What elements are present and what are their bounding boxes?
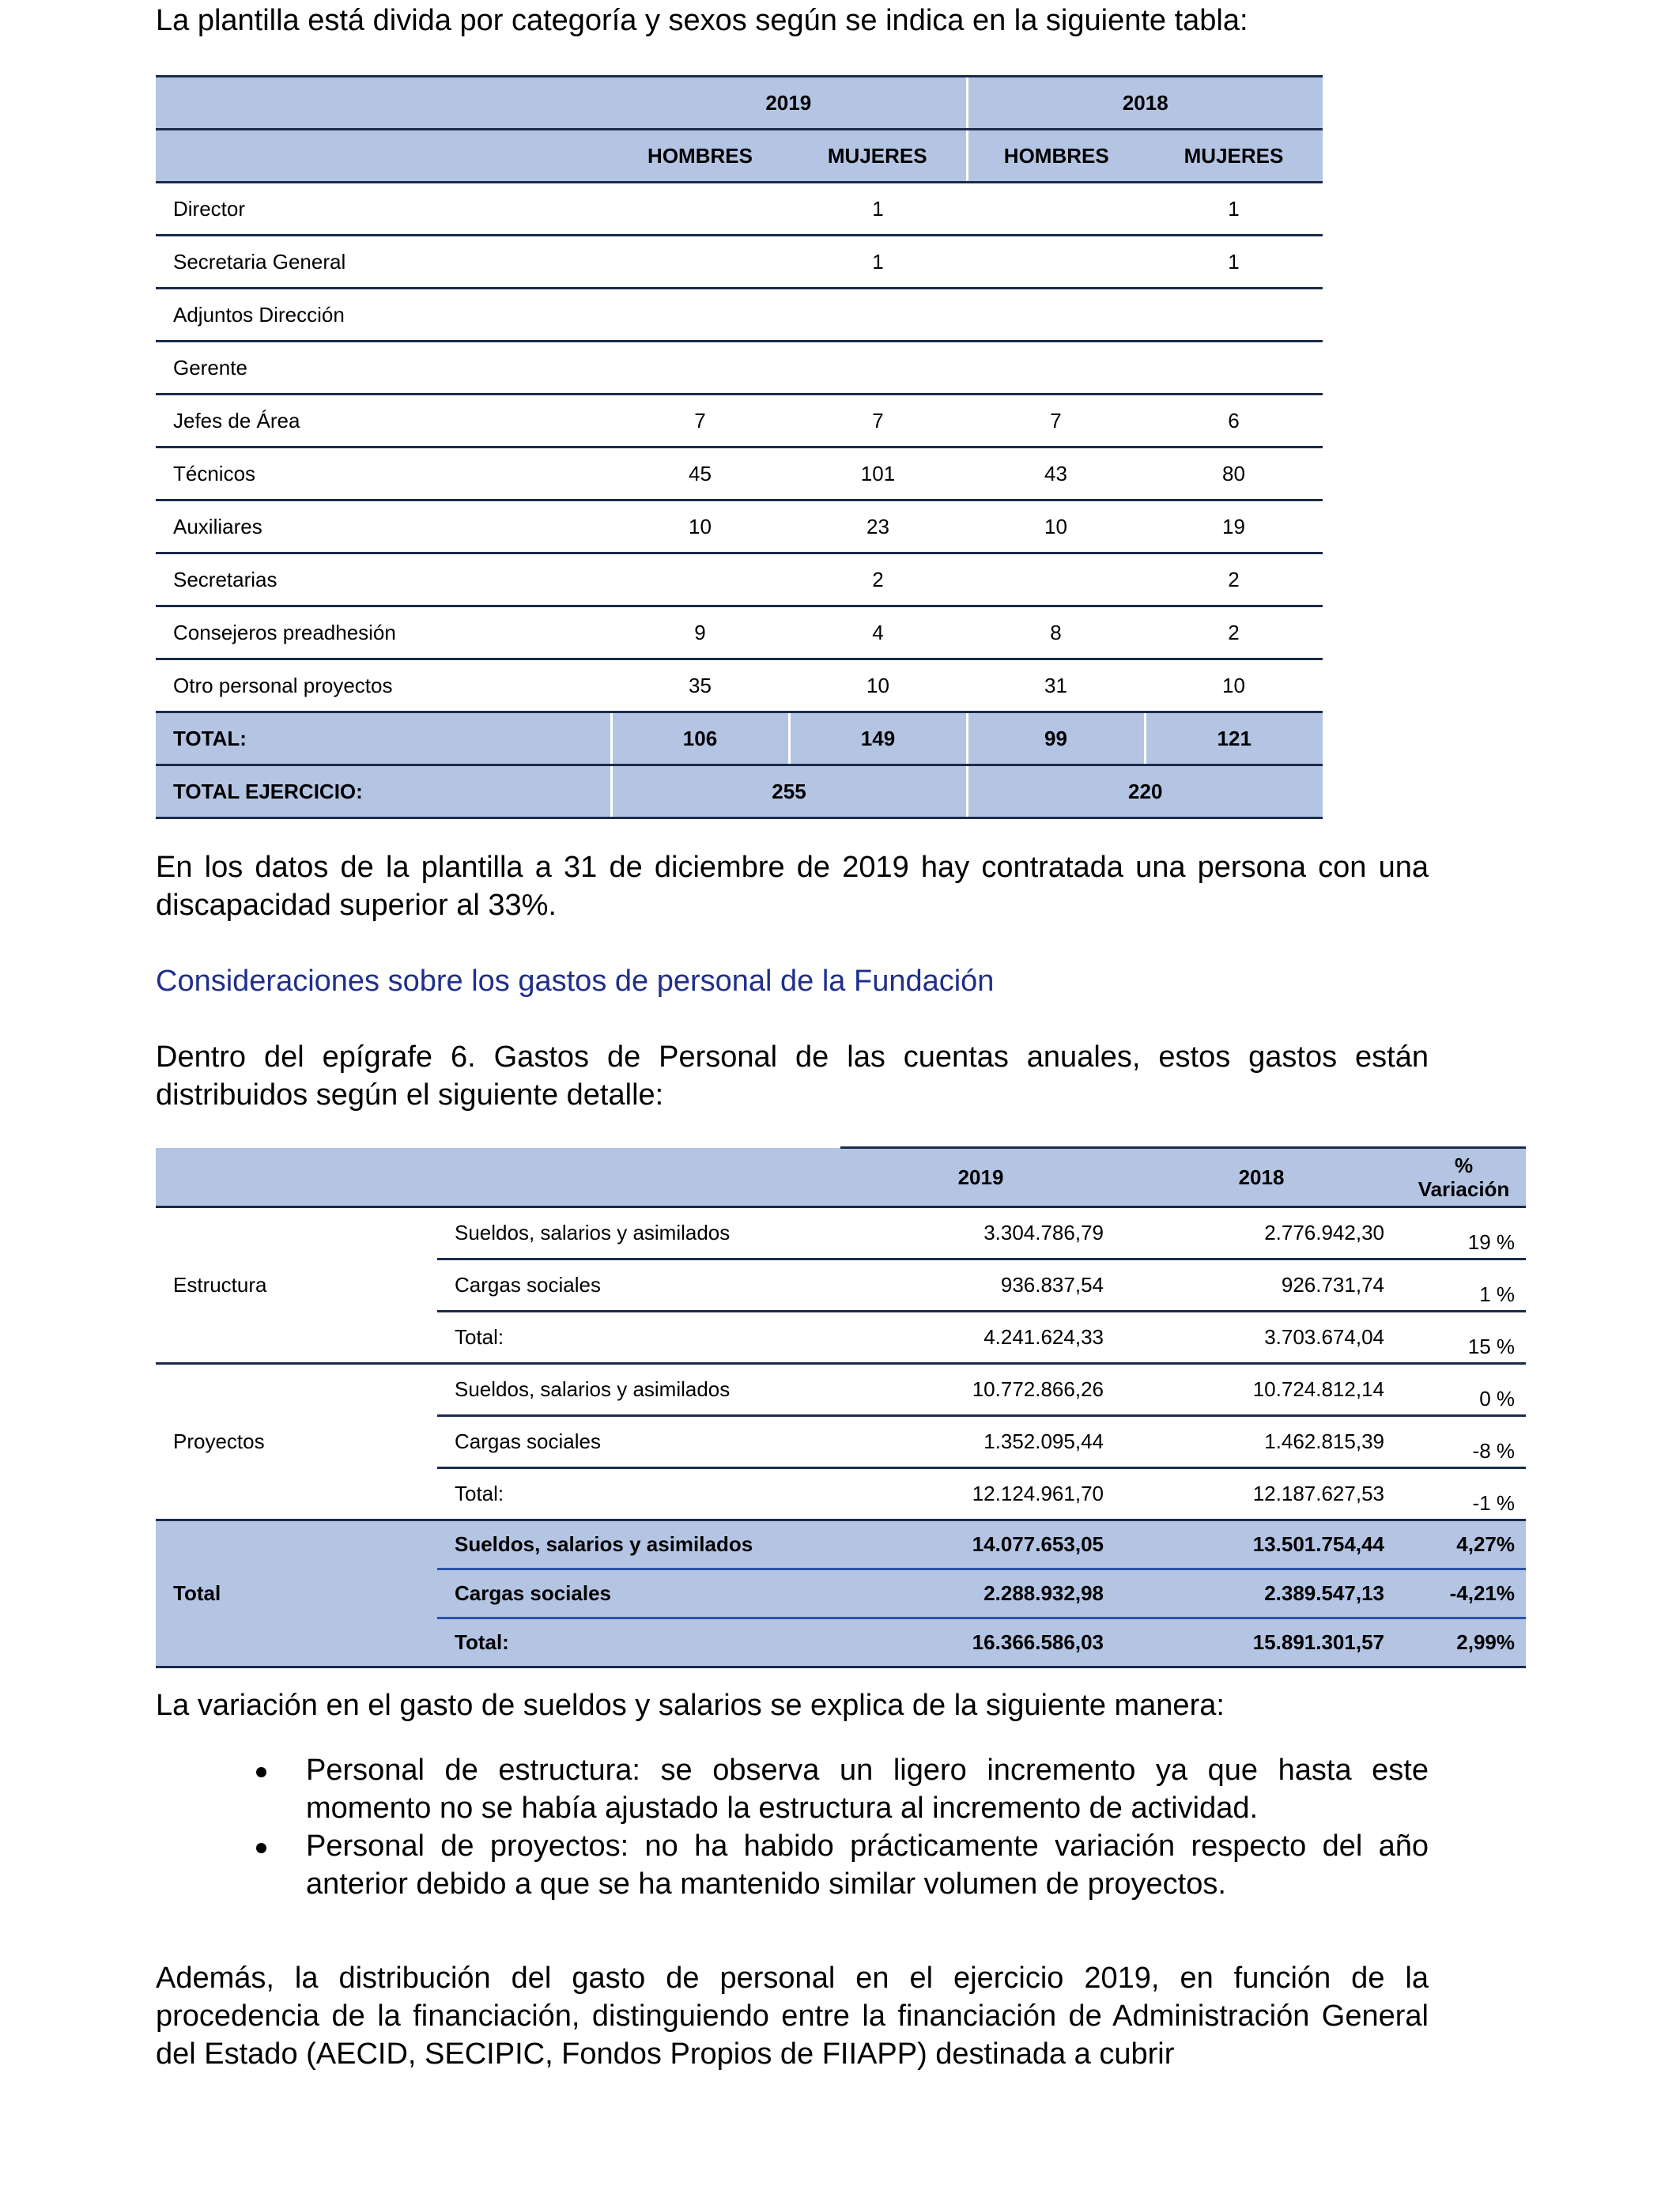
category-label: Consejeros preadhesión [156,606,611,659]
year-header-row [156,77,1323,130]
table-cell: 31 [967,659,1145,712]
category-label: Director [156,183,611,236]
variation-intro-paragraph: La variación en el gasto de sueldos y salarios se explica de la siguiente manera: [156,1689,1225,1722]
concept-label: Cargas sociales [437,1569,840,1618]
table-row [156,500,1323,553]
personnel-expenses-table [156,1146,1526,1668]
variation-value: 4,27% [1402,1520,1526,1569]
sex-header: HOMBRES [611,130,789,183]
concept-label: Cargas sociales [437,1259,840,1312]
total-label: TOTAL: [156,712,611,765]
group-label-proyectos: Proyectos [156,1364,437,1520]
concept-label: Sueldos, salarios y asimilados [437,1207,840,1259]
variation-bullet-list [156,1751,1429,1903]
variation-value: 1 % [1402,1259,1526,1312]
total-cell: 106 [611,712,789,765]
table-cell: 7 [789,395,967,447]
sex-header-row [156,130,1323,183]
table-row [156,659,1323,712]
value-2018: 926.731,74 [1121,1259,1402,1312]
value-2018: 15.891.301,57 [1121,1618,1402,1667]
table-row [156,289,1323,342]
value-2019: 16.366.586,03 [840,1618,1121,1667]
table-cell: 10 [789,659,967,712]
table-cell [967,342,1145,395]
concept-label: Sueldos, salarios y asimilados [437,1364,840,1416]
table-cell: 9 [611,606,789,659]
table-row [156,553,1323,606]
variation-header [1402,1148,1526,1207]
sex-header: HOMBRES [967,130,1145,183]
value-2018: 12.187.627,53 [1121,1468,1402,1520]
total-ejercicio-row [156,765,1323,818]
table-cell [967,553,1145,606]
concept-label: Total: [437,1468,840,1520]
list-item [156,1751,1429,1827]
table-cell: 7 [611,395,789,447]
intro-text: La plantilla está divida por categoría y sexos según se indica en la siguiente tabla: [156,4,1248,37]
category-label: Otro personal proyectos [156,659,611,712]
total-cell: 99 [967,712,1145,765]
concept-label: Cargas sociales [437,1416,840,1468]
variation-value: -4,21% [1402,1569,1526,1618]
table-cell: 101 [789,447,967,500]
table-cell: 4 [789,606,967,659]
table-cell: 35 [611,659,789,712]
category-label: Adjuntos Dirección [156,289,611,342]
bullet-icon [256,1767,266,1777]
value-2019: 14.077.653,05 [840,1520,1121,1569]
category-label: Gerente [156,342,611,395]
table-cell: 10 [1145,659,1323,712]
table-cell: 45 [611,447,789,500]
category-label: Técnicos [156,447,611,500]
total-row [156,1520,1526,1569]
table-cell [611,183,789,236]
list-item [156,1827,1429,1903]
value-2019: 1.352.095,44 [840,1416,1121,1468]
table-row [156,606,1323,659]
table-row [156,1364,1526,1416]
table-cell: 1 [1145,183,1323,236]
category-label: Jefes de Área [156,395,611,447]
table-row [156,236,1323,289]
table-row [156,395,1323,447]
table-row [156,183,1323,236]
value-2018: 13.501.754,44 [1121,1520,1402,1569]
bullet-text: Personal de proyectos: no ha habido prácticamente variación respecto del año anterior debido a que se ha mantenido similar volumen de proyectos. [306,1830,1429,1901]
bullet-icon [256,1843,266,1853]
total-ejercicio-2019: 255 [611,765,967,818]
year-2018-header: 2018 [967,77,1323,130]
table-cell: 8 [967,606,1145,659]
variation-value: 2,99% [1402,1618,1526,1667]
concept-label: Total: [437,1312,840,1364]
table-cell: 23 [789,500,967,553]
group-label-estructura: Estructura [156,1207,437,1364]
concept-label: Total: [437,1618,840,1667]
table-cell [1145,342,1323,395]
table-cell [611,342,789,395]
year-2018-header: 2018 [1121,1148,1402,1207]
table-row [156,447,1323,500]
category-label: Secretarias [156,553,611,606]
table-cell [1145,289,1323,342]
table-cell [611,289,789,342]
total-row [156,712,1323,765]
table-cell: 2 [789,553,967,606]
table-cell: 80 [1145,447,1323,500]
variation-value: -1 % [1402,1468,1526,1520]
table-cell: 10 [967,500,1145,553]
value-2019: 936.837,54 [840,1259,1121,1312]
table-cell [611,553,789,606]
total-cell: 149 [789,712,967,765]
financing-paragraph: Además, la distribución del gasto de personal en el ejercicio 2019, en función de la procedencia de la financiación, distinguiendo entre la financiación de Administración General del Estado (AECID, SECIPIC, Fondos Propios de FIIAPP) destinada a cubrir [156,1962,1429,2071]
table-row [156,1207,1526,1259]
table-cell [789,289,967,342]
table-cell: 1 [789,236,967,289]
value-2018: 10.724.812,14 [1121,1364,1402,1416]
variation-header-label: Variación [1418,1177,1510,1201]
table-cell: 6 [1145,395,1323,447]
value-2019: 10.772.866,26 [840,1364,1121,1416]
value-2019: 4.241.624,33 [840,1312,1121,1364]
table-cell: 2 [1145,553,1323,606]
table-cell: 10 [611,500,789,553]
group-label-total: Total [156,1520,437,1667]
table-cell: 19 [1145,500,1323,553]
variation-value: -8 % [1402,1416,1526,1468]
sex-header: MUJERES [1145,130,1323,183]
section-heading: Consideraciones sobre los gastos de personal de la Fundación [156,965,995,998]
total-ejercicio-label: TOTAL EJERCICIO: [156,765,611,818]
year-2019-header: 2019 [840,1148,1121,1207]
value-2018: 3.703.674,04 [1121,1312,1402,1364]
table-row [156,342,1323,395]
variation-value: 0 % [1402,1364,1526,1416]
table-cell: 7 [967,395,1145,447]
category-label: Auxiliares [156,500,611,553]
disability-paragraph: En los datos de la plantilla a 31 de diciembre de 2019 hay contratada una persona con una discapacidad superior al 33%. [156,851,1429,922]
table-cell: 2 [1145,606,1323,659]
variation-header-symbol: % [1454,1154,1474,1177]
variation-value: 15 % [1402,1312,1526,1364]
concept-label: Sueldos, salarios y asimilados [437,1520,840,1569]
value-2018: 2.389.547,13 [1121,1569,1402,1618]
table-cell [967,183,1145,236]
table-cell [967,236,1145,289]
table-cell: 1 [1145,236,1323,289]
table-cell [611,236,789,289]
sex-header: MUJERES [789,130,967,183]
table-cell: 1 [789,183,967,236]
total-cell: 121 [1145,712,1323,765]
expenses-header-row [156,1148,1526,1207]
variation-value: 19 % [1402,1207,1526,1259]
value-2018: 1.462.815,39 [1121,1416,1402,1468]
table-cell [967,289,1145,342]
table-cell: 43 [967,447,1145,500]
year-2019-header: 2019 [611,77,967,130]
total-ejercicio-2018: 220 [967,765,1323,818]
bullet-text: Personal de estructura: se observa un ligero incremento ya que hasta este momento no se había ajustado la estructura al incremento de actividad. [306,1754,1429,1825]
table-cell [789,342,967,395]
value-2018: 2.776.942,30 [1121,1207,1402,1259]
staff-table [156,75,1323,819]
value-2019: 3.304.786,79 [840,1207,1121,1259]
expenses-intro-paragraph: Dentro del epígrafe 6. Gastos de Personal de las cuentas anuales, estos gastos están distribuidos según el siguiente detalle: [156,1040,1429,1112]
value-2019: 2.288.932,98 [840,1569,1121,1618]
value-2019: 12.124.961,70 [840,1468,1121,1520]
category-label: Secretaria General [156,236,611,289]
